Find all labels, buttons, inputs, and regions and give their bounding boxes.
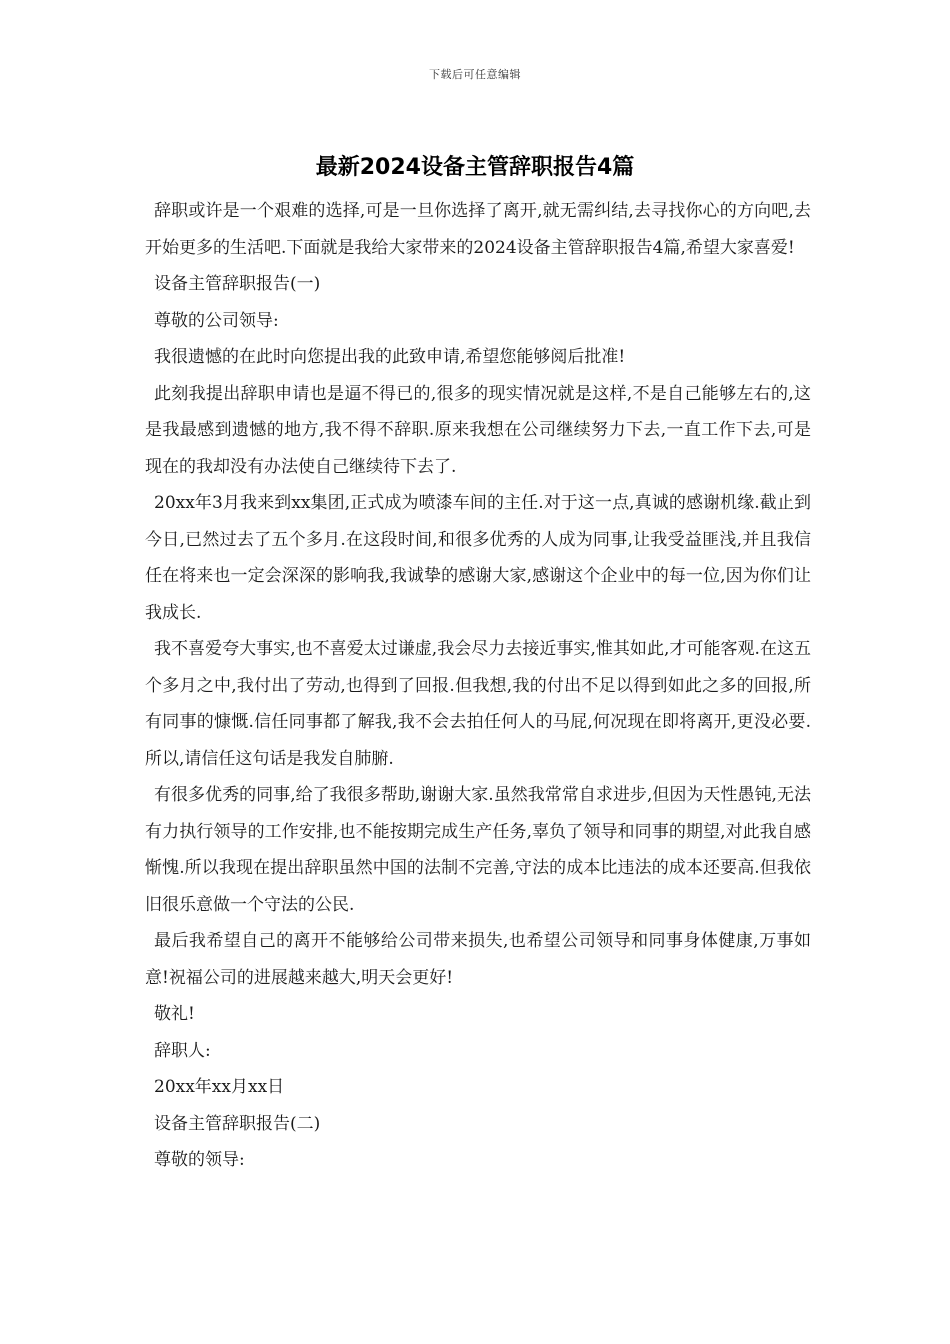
page-header-note: 下载后可任意编辑 <box>429 68 521 81</box>
paragraph: 有很多优秀的同事,给了我很多帮助,谢谢大家.虽然我常常自求进步,但因为天性愚钝,无法有力执行领导的工作安排,也不能按期完成生产任务,辜负了领导和同事的期望,对此我自感惭愧.所以我现在提出辞职虽然中国的法制不完善,守法的成本比违法的成本还要高.但我依旧很乐意做一个守法的公民. <box>145 785 811 915</box>
document-body <box>145 193 811 1179</box>
closing-salute: 敬礼! <box>154 1004 195 1024</box>
paragraph: 此刻我提出辞职申请也是逼不得已的,很多的现实情况就是这样,不是自己能够左右的,这是我最感到遗憾的地方,我不得不辞职.原来我想在公司继续努力下去,一直工作下去,可是现在的我却没有办法使自己继续待下去了. <box>145 383 811 477</box>
salutation: 尊敬的公司领导: <box>154 310 279 331</box>
signature-label: 辞职人: <box>154 1040 211 1061</box>
paragraph: 我不喜爱夸大事实,也不喜爱太过谦虚,我会尽力去接近事实,惟其如此,才可能客观.在这五个多月之中,我付出了劳动,也得到了回报.但我想,我的付出不足以得到如此之多的回报,所有同事的慷慨.信任同事都了解我,我不会去拍任何人的马屁,何况现在即将离开,更没必要.所以,请信任这句话是我发自肺腑. <box>145 639 811 769</box>
section-heading-1: 设备主管辞职报告(一) <box>154 274 321 294</box>
salutation: 尊敬的领导: <box>154 1150 245 1170</box>
section-heading-2: 设备主管辞职报告(二) <box>154 1113 321 1134</box>
date-line: 20xx年xx月xx日 <box>154 1077 285 1097</box>
document-title: 最新2024设备主管辞职报告4篇 <box>315 155 635 180</box>
paragraph-intro: 辞职或许是一个艰难的选择,可是一旦你选择了离开,就无需纠结,去寻找你心的方向吧,去开始更多的生活吧.下面就是我给大家带来的2024设备主管辞职报告4篇,希望大家喜爱! <box>145 201 811 258</box>
paragraph: 20xx年3月我来到xx集团,正式成为喷漆车间的主任.对于这一点,真诚的感谢机缘.截止到今日,已然过去了五个多月.在这段时间,和很多优秀的人成为同事,让我受益匪浅,并且我信任在将来也一定会深深的影响我,我诚挚的感谢大家,感谢这个企业中的每一位,因为你们让我成长. <box>145 493 811 623</box>
paragraph: 最后我希望自己的离开不能够给公司带来损失,也希望公司领导和同事身体健康,万事如意!祝福公司的进展越来越大,明天会更好! <box>145 931 811 988</box>
paragraph: 我很遗憾的在此时向您提出我的此致申请,希望您能够阅后批准! <box>154 347 626 367</box>
